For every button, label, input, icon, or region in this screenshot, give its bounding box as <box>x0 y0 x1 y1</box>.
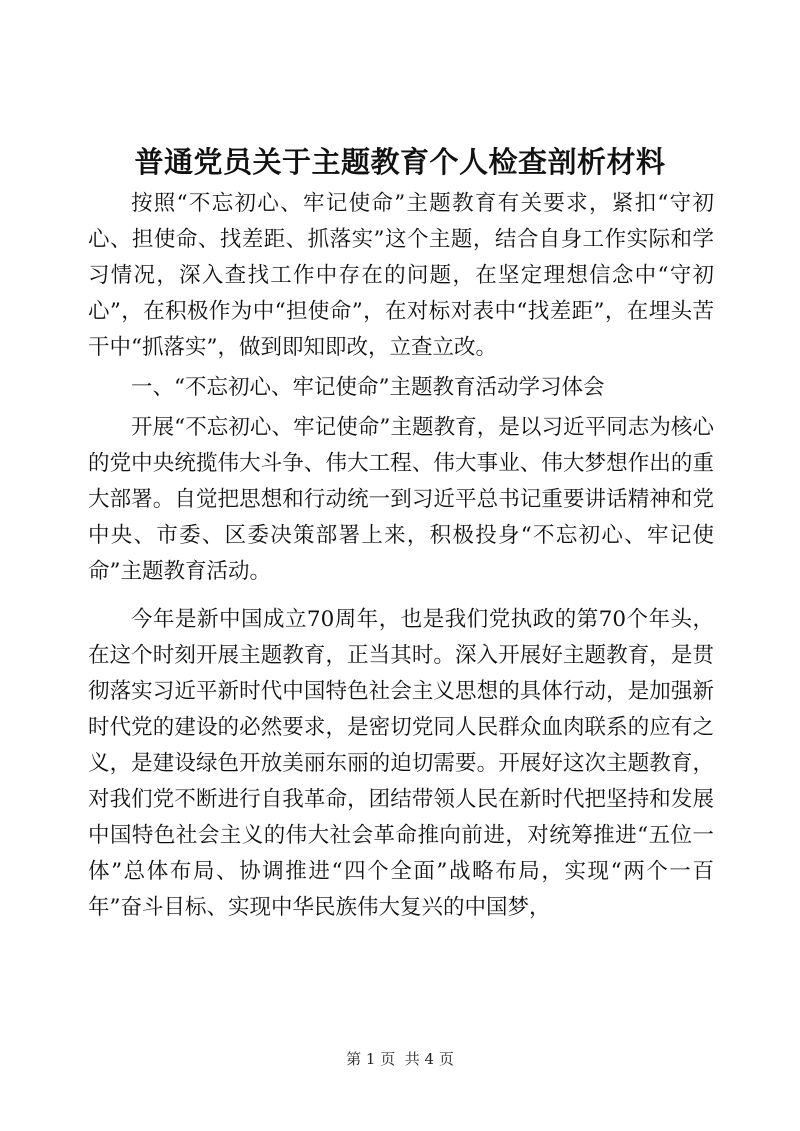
intro-paragraph: 按照“不忘初心、牢记使命”主题教育有关要求，紧扣“守初心、担使命、找差距、抓落实”这个主题，结合自身工作实际和学习情况，深入查找工作中存在的问题，在坚定理想信念中“守初心”，在积极作为中“担使命”，在对标对表中“找差距”，在埋头苦干中“抓落实”，做到即知即改，立查立改。 <box>88 191 714 360</box>
document-title: 普通党员关于主题教育个人检查剖析材料 <box>134 145 666 179</box>
body-paragraph-1: 开展“不忘初心、牢记使命”主题教育，是以习近平同志为核心的党中央统揽伟大斗争、伟大工程、伟大事业、伟大梦想作出的重大部署。自觉把思想和行动统一到习近平总书记重要讲话精神和党中央、市委、区委决策部署上来，积极投身“不忘初心、牢记使命”主题教育活动。 <box>88 415 714 584</box>
page-footer <box>0 1048 800 1069</box>
section-heading: 一、“不忘初心、牢记使命”主题教育活动学习体会 <box>131 375 605 400</box>
body-paragraph-2: 今年是新中国成立70周年，也是我们党执政的第70个年头，在这个时刻开展主题教育，正当其时。深入开展好主题教育，是贯彻落实习近平新时代中国特色社会主义思想的具体行动，是加强新时代党的建设的必然要求，是密切党同人民群众血肉联系的应有之义，是建设绿色开放美丽东丽的迫切需要。开展好这次主题教育，对我们党不断进行自我革命，团结带领人民在新时代把坚持和发展中国特色社会主义的伟大社会革命推向前进，对统筹推进“五位一体”总体布局、协调推进“四个全面”战略布局，实现“两个一百年”奋斗目标、实现中华民族伟大复兴的中国梦， <box>88 607 714 920</box>
page-number: 第 1 页 共 4 页 <box>346 1050 454 1068</box>
document-body <box>88 186 714 926</box>
